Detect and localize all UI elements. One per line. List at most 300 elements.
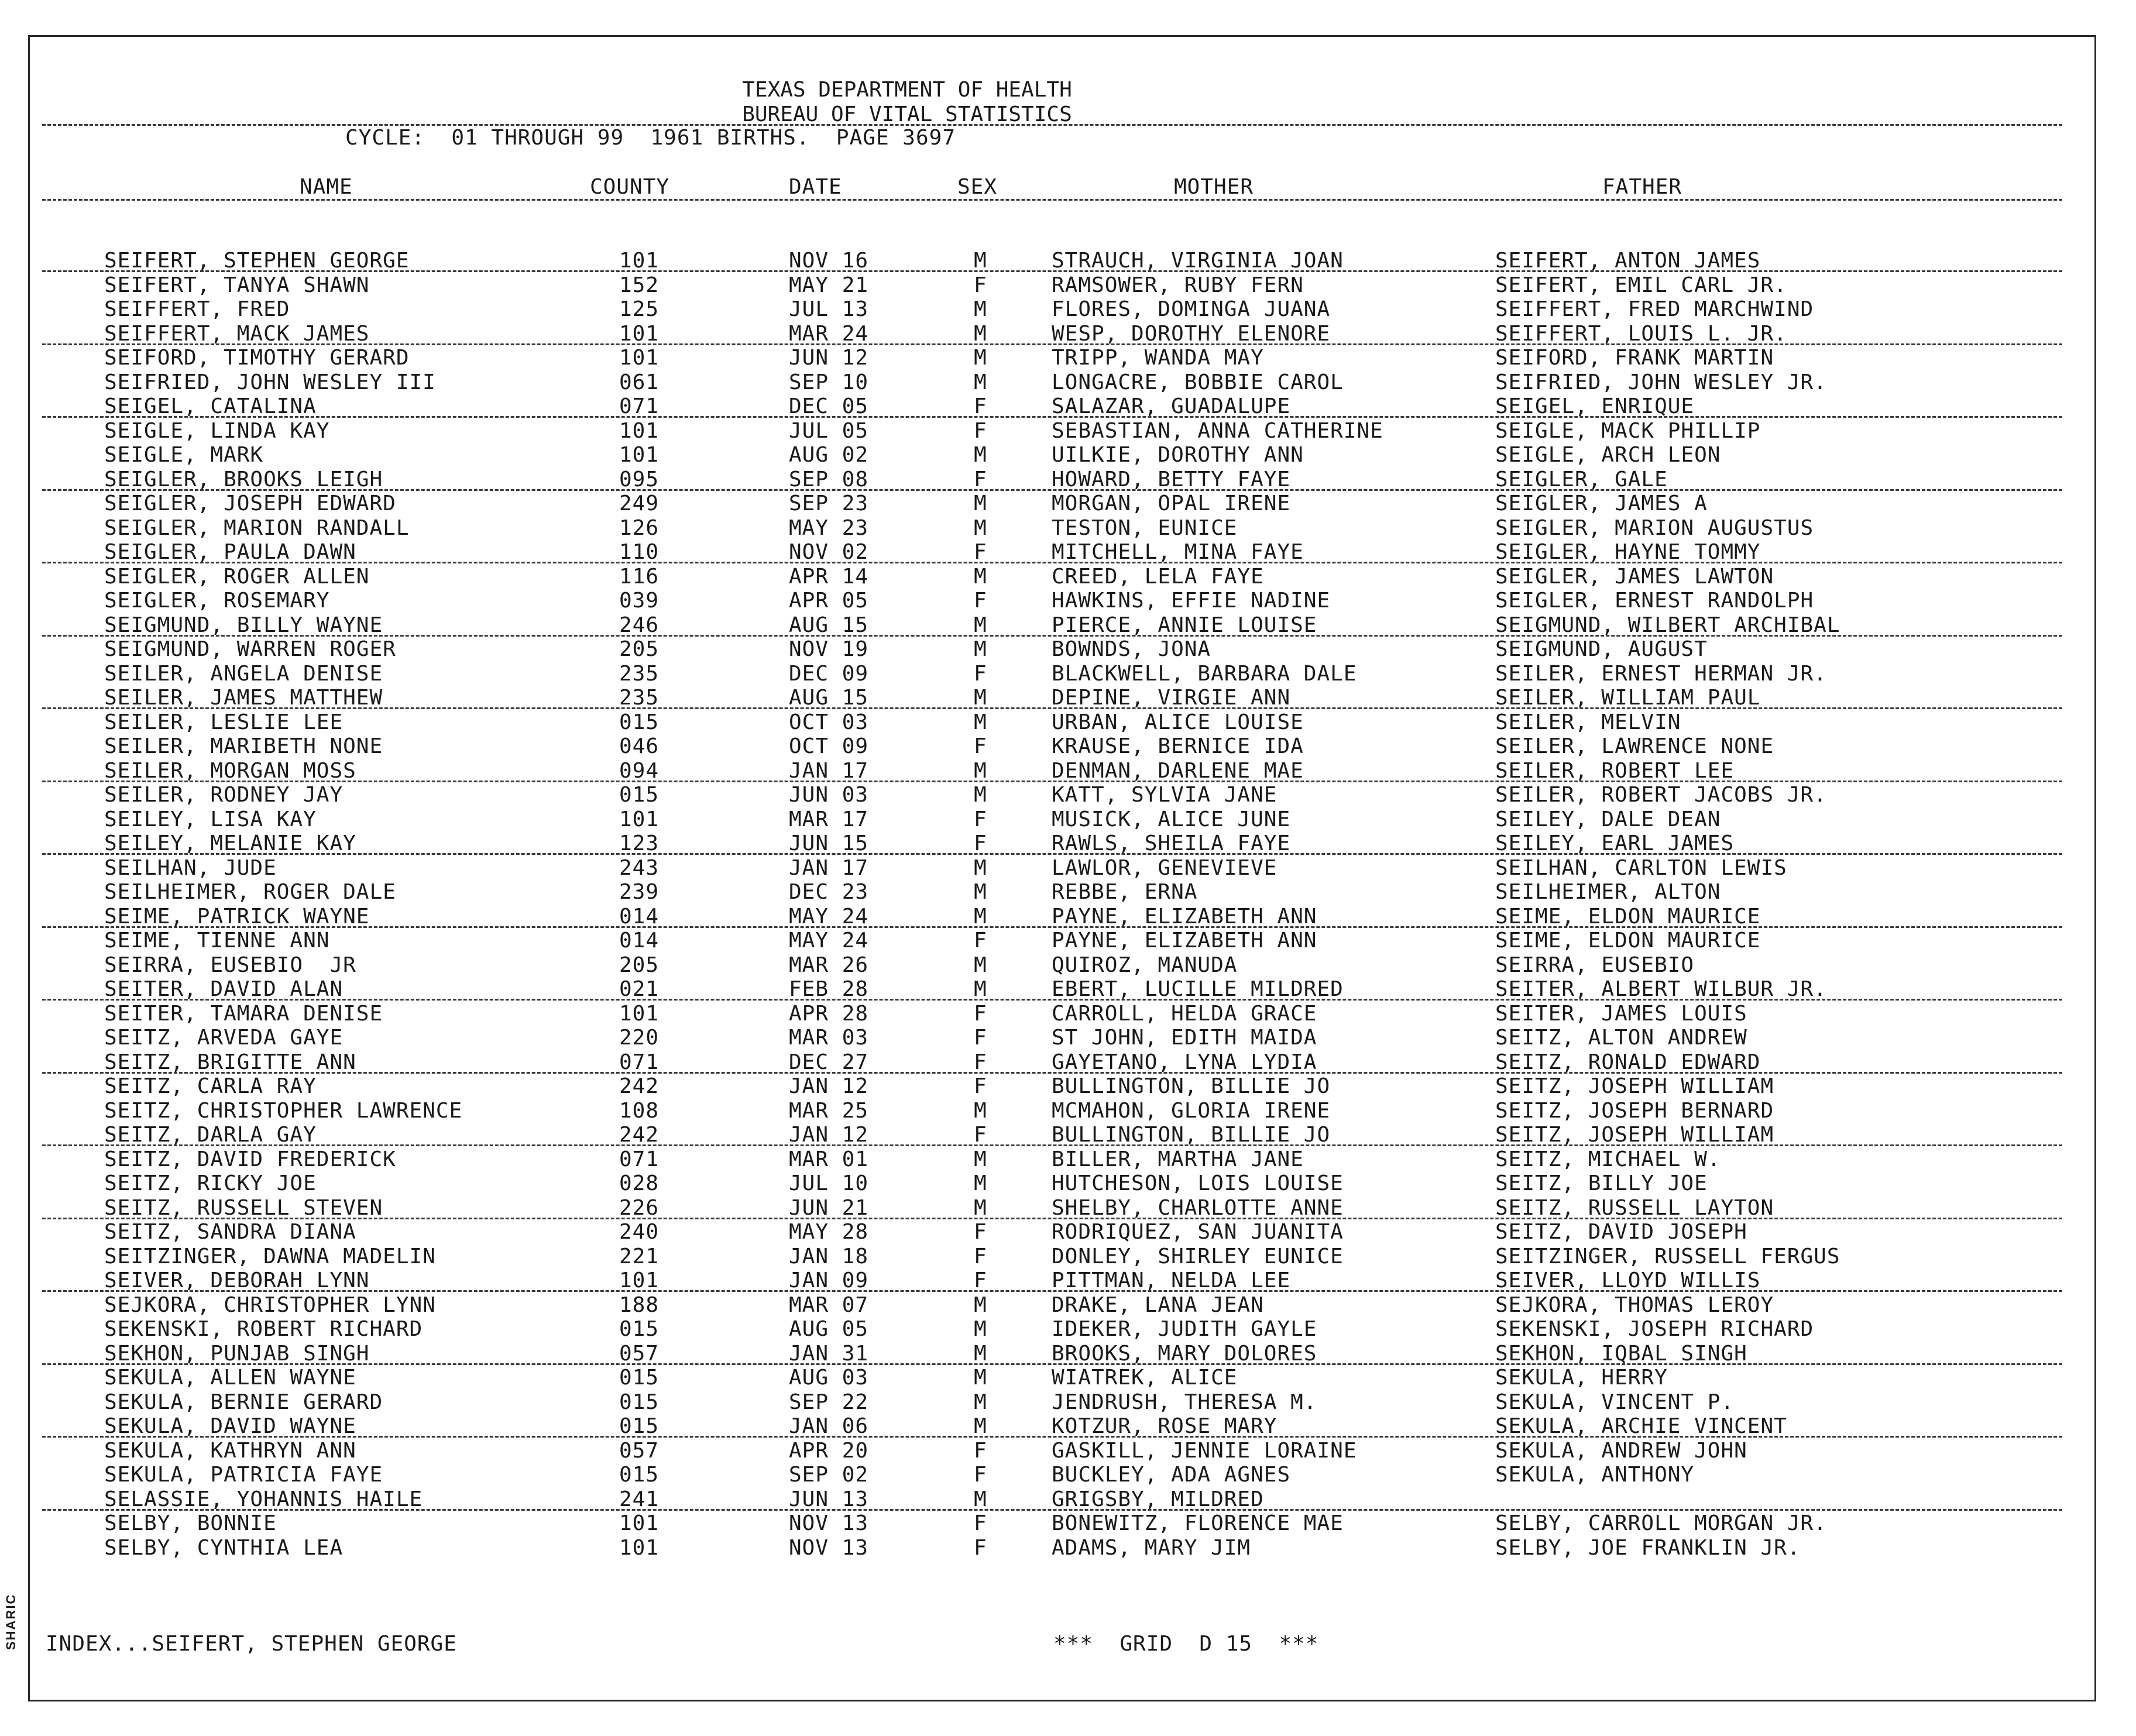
record-date: NOV 13	[789, 1511, 869, 1535]
record-county: 039	[619, 589, 660, 613]
record-date: JUN 12	[789, 346, 869, 370]
record-father: SEILER, ROBERT LEE	[1495, 759, 1735, 783]
record-father: SEIGMUND, AUGUST	[1495, 637, 1708, 661]
record-name: SEKULA, DAVID WAYNE	[104, 1414, 356, 1438]
record-mother: KOTZUR, ROSE MARY	[1052, 1414, 1278, 1438]
record-name: SEIRRA, EUSEBIO JR	[104, 953, 356, 977]
record-name: SEILER, JAMES MATTHEW	[104, 686, 383, 710]
record-father: SEIRRA, EUSEBIO	[1495, 953, 1695, 977]
record-row	[0, 1441, 2136, 1465]
record-date: OCT 03	[789, 710, 869, 734]
record-date: MAY 23	[789, 516, 869, 540]
record-sex: M	[974, 1147, 987, 1171]
record-date: MAR 07	[789, 1293, 869, 1317]
record-father: SEITZ, JOSEPH WILLIAM	[1495, 1074, 1774, 1098]
record-county: 061	[619, 370, 660, 394]
record-row	[0, 1246, 2136, 1271]
record-mother: PIERCE, ANNIE LOUISE	[1052, 613, 1317, 637]
record-father: SEIGLER, HAYNE TOMMY	[1495, 540, 1761, 564]
record-sex: M	[974, 1390, 987, 1414]
record-sex: F	[974, 540, 987, 564]
record-sex: F	[974, 589, 987, 613]
record-row	[0, 518, 2136, 542]
record-row	[0, 1222, 2136, 1246]
record-sex: M	[974, 637, 987, 661]
record-date: JUN 13	[789, 1487, 869, 1511]
record-name: SEIGLER, MARION RANDALL	[104, 516, 410, 540]
record-name: SEIGLER, BROOKS LEIGH	[104, 467, 383, 491]
record-date: MAR 26	[789, 953, 869, 977]
record-mother: HUTCHESON, LOIS LOUISE	[1052, 1171, 1344, 1195]
record-mother: MUSICK, ALICE JUNE	[1052, 807, 1291, 831]
record-row	[0, 1027, 2136, 1052]
record-date: JAN 17	[789, 856, 869, 880]
record-sex: F	[974, 1074, 987, 1098]
record-county: 226	[619, 1196, 660, 1220]
record-father: SEIGEL, ENRIQUE	[1495, 394, 1695, 418]
record-sex: F	[974, 1220, 987, 1244]
record-sex: M	[974, 759, 987, 783]
record-sex: F	[974, 1002, 987, 1026]
record-mother: STRAUCH, VIRGINIA JOAN	[1052, 249, 1344, 273]
record-name: SEIME, TIENNE ANN	[104, 929, 330, 953]
record-date: MAY 21	[789, 273, 869, 297]
record-county: 101	[619, 1511, 660, 1535]
record-sex: M	[974, 880, 987, 904]
record-name: SEIGLER, PAULA DAWN	[104, 540, 356, 564]
record-mother: MITCHELL, MINA FAYE	[1052, 540, 1304, 564]
record-mother: PAYNE, ELIZABETH ANN	[1052, 905, 1317, 929]
record-father: SEITER, ALBERT WILBUR JR.	[1495, 977, 1827, 1001]
record-date: DEC 09	[789, 662, 869, 686]
record-date: JUN 03	[789, 783, 869, 807]
record-county: 094	[619, 759, 660, 783]
record-father: SEILEY, DALE DEAN	[1495, 807, 1721, 831]
record-mother: SHELBY, CHARLOTTE ANNE	[1052, 1196, 1344, 1220]
record-county: 239	[619, 880, 660, 904]
record-name: SEIGLER, JOSEPH EDWARD	[104, 491, 396, 515]
bureau-title: BUREAU OF VITAL STATISTICS	[742, 102, 1072, 126]
record-date: SEP 08	[789, 467, 869, 491]
row-divider	[42, 1144, 2062, 1146]
record-county: 116	[619, 565, 660, 589]
record-mother: KRAUSE, BERNICE IDA	[1052, 734, 1304, 758]
record-county: 014	[619, 905, 660, 929]
record-county: 101	[619, 1002, 660, 1026]
record-county: 108	[619, 1099, 660, 1123]
record-name: SEKULA, BERNIE GERARD	[104, 1390, 383, 1414]
record-father: SEIFFERT, LOUIS L. JR.	[1495, 322, 1787, 346]
record-county: 101	[619, 322, 660, 346]
row-divider	[42, 635, 2062, 637]
col-header-father: FATHER	[1602, 175, 1682, 199]
record-mother: URBAN, ALICE LOUISE	[1052, 710, 1304, 734]
record-father: SEIGLER, MARION AUGUSTUS	[1495, 516, 1814, 540]
record-row	[0, 664, 2136, 688]
record-date: MAR 17	[789, 807, 869, 831]
record-sex: F	[974, 831, 987, 855]
record-county: 110	[619, 540, 660, 564]
record-father: SEKULA, ANDREW JOHN	[1495, 1439, 1747, 1463]
record-county: 101	[619, 419, 660, 443]
record-sex: F	[974, 1511, 987, 1535]
record-row	[0, 445, 2136, 469]
record-father: SEILER, WILLIAM PAUL	[1495, 686, 1761, 710]
record-date: JAN 09	[789, 1269, 869, 1292]
record-father: SEIME, ELDON MAURICE	[1495, 905, 1761, 929]
record-row	[0, 1392, 2136, 1417]
record-county: 071	[619, 1147, 660, 1171]
record-date: JUN 15	[789, 831, 869, 855]
record-county: 246	[619, 613, 660, 637]
record-mother: SEBASTIAN, ANNA CATHERINE	[1052, 419, 1383, 443]
record-name: SEILEY, MELANIE KAY	[104, 831, 356, 855]
record-mother: WIATREK, ALICE	[1052, 1366, 1238, 1390]
record-sex: M	[974, 1099, 987, 1123]
footer-index: INDEX...SEIFERT, STEPHEN GEORGE	[46, 1632, 457, 1656]
record-name: SEITZ, DARLA GAY	[104, 1123, 317, 1147]
row-divider	[42, 999, 2062, 1001]
record-date: MAY 24	[789, 905, 869, 929]
record-date: JAN 18	[789, 1245, 869, 1269]
record-county: 126	[619, 516, 660, 540]
record-name: SEKULA, ALLEN WAYNE	[104, 1366, 356, 1390]
record-date: SEP 02	[789, 1463, 869, 1487]
record-name: SEILHAN, JUDE	[104, 856, 277, 880]
record-name: SEITZ, RUSSELL STEVEN	[104, 1196, 383, 1220]
record-date: MAY 24	[789, 929, 869, 953]
record-name: SEILER, MARIBETH NONE	[104, 734, 383, 758]
record-father: SEIFRIED, JOHN WESLEY JR.	[1495, 370, 1827, 394]
record-father: SEIGLE, MACK PHILLIP	[1495, 419, 1761, 443]
record-name: SEILER, MORGAN MOSS	[104, 759, 356, 783]
record-row	[0, 1101, 2136, 1125]
record-name: SEJKORA, CHRISTOPHER LYNN	[104, 1293, 436, 1317]
record-date: APR 05	[789, 589, 869, 613]
record-name: SEITZ, ARVEDA GAYE	[104, 1026, 344, 1050]
record-father: SEITZ, BILLY JOE	[1495, 1171, 1708, 1195]
col-header-sex: SEX	[957, 175, 998, 199]
record-father: SEIGLE, ARCH LEON	[1495, 443, 1721, 467]
record-mother: HAWKINS, EFFIE NADINE	[1052, 589, 1331, 613]
footer-grid: *** GRID D 15 ***	[1053, 1632, 1319, 1656]
record-date: NOV 19	[789, 637, 869, 661]
record-date: NOV 02	[789, 540, 869, 564]
record-name: SELASSIE, YOHANNIS HAILE	[104, 1487, 423, 1511]
record-row	[0, 809, 2136, 834]
record-mother: EBERT, LUCILLE MILDRED	[1052, 977, 1344, 1001]
cycle-line: CYCLE: 01 THROUGH 99 1961 BIRTHS. PAGE 3697	[345, 126, 956, 150]
row-divider	[42, 926, 2062, 928]
record-mother: BUCKLEY, ADA AGNES	[1052, 1463, 1291, 1487]
record-date: JAN 31	[789, 1342, 869, 1366]
record-mother: GAYETANO, LYNA LYDIA	[1052, 1050, 1317, 1074]
record-row	[0, 1513, 2136, 1538]
record-sex: M	[974, 953, 987, 977]
record-name: SELBY, BONNIE	[104, 1511, 277, 1535]
record-county: 101	[619, 807, 660, 831]
record-mother: JENDRUSH, THERESA M.	[1052, 1390, 1317, 1414]
record-father: SEITZ, JOSEPH WILLIAM	[1495, 1123, 1774, 1147]
record-name: SEIGLE, LINDA KAY	[104, 419, 330, 443]
record-name: SELBY, CYNTHIA LEA	[104, 1536, 344, 1560]
record-row	[0, 421, 2136, 445]
record-father: SEIFORD, FRANK MARTIN	[1495, 346, 1774, 370]
record-sex: F	[974, 662, 987, 686]
record-county: 057	[619, 1342, 660, 1366]
record-father: SEILER, ROBERT JACOBS JR.	[1495, 783, 1827, 807]
record-mother: DONLEY, SHIRLEY EUNICE	[1052, 1245, 1344, 1269]
record-mother: WESP, DOROTHY ELENORE	[1052, 322, 1331, 346]
record-sex: F	[974, 929, 987, 953]
col-header-name: NAME	[300, 175, 353, 199]
record-sex: F	[974, 1536, 987, 1560]
record-mother: DRAKE, LANA JEAN	[1052, 1293, 1264, 1317]
record-county: 095	[619, 467, 660, 491]
record-mother: SALAZAR, GUADALUPE	[1052, 394, 1291, 418]
record-mother: BOWNDS, JONA	[1052, 637, 1211, 661]
record-mother: BULLINGTON, BILLIE JO	[1052, 1123, 1331, 1147]
record-mother: LAWLOR, GENEVIEVE	[1052, 856, 1278, 880]
record-date: MAY 28	[789, 1220, 869, 1244]
record-row	[0, 1319, 2136, 1343]
record-mother: DENMAN, DARLENE MAE	[1052, 759, 1304, 783]
record-sex: M	[974, 1171, 987, 1195]
row-divider	[42, 1072, 2062, 1074]
record-sex: M	[974, 565, 987, 589]
record-father: SELBY, JOE FRANKLIN JR.	[1495, 1536, 1801, 1560]
record-mother: PITTMAN, NELDA LEE	[1052, 1269, 1291, 1292]
record-father: SEITZ, DAVID JOSEPH	[1495, 1220, 1747, 1244]
record-row	[0, 1173, 2136, 1198]
record-father: SEILER, ERNEST HERMAN JR.	[1495, 662, 1827, 686]
record-mother: HOWARD, BETTY FAYE	[1052, 467, 1291, 491]
record-name: SEILER, ANGELA DENISE	[104, 662, 383, 686]
record-county: 015	[619, 1366, 660, 1390]
record-mother: BONEWITZ, FLORENCE MAE	[1052, 1511, 1344, 1535]
record-row	[0, 590, 2136, 615]
record-mother: BLACKWELL, BARBARA DALE	[1052, 662, 1357, 686]
record-name: SEITER, TAMARA DENISE	[104, 1002, 383, 1026]
record-row	[0, 566, 2136, 591]
record-sex: F	[974, 807, 987, 831]
record-county: 071	[619, 1050, 660, 1074]
record-name: SEIGMUND, WARREN ROGER	[104, 637, 396, 661]
record-row	[0, 1149, 2136, 1174]
record-father: SEIGMUND, WILBERT ARCHIBAL	[1495, 613, 1840, 637]
record-mother: GRIGSBY, MILDRED	[1052, 1487, 1264, 1511]
record-name: SEIGMUND, BILLY WAYNE	[104, 613, 383, 637]
record-name: SEIFFERT, FRED	[104, 297, 290, 321]
record-row	[0, 1367, 2136, 1392]
record-name: SEIGLER, ROSEMARY	[104, 589, 330, 613]
record-sex: F	[974, 734, 987, 758]
record-sex: M	[974, 1366, 987, 1390]
record-mother: QUIROZ, MANUDA	[1052, 953, 1238, 977]
record-name: SEIFERT, STEPHEN GEORGE	[104, 249, 410, 273]
col-header-county: COUNTY	[590, 175, 670, 199]
record-sex: M	[974, 370, 987, 394]
record-father: SEIME, ELDON MAURICE	[1495, 929, 1761, 953]
record-mother: BROOKS, MARY DOLORES	[1052, 1342, 1317, 1366]
record-date: SEP 10	[789, 370, 869, 394]
record-mother: ADAMS, MARY JIM	[1052, 1536, 1251, 1560]
record-sex: F	[974, 467, 987, 491]
record-row	[0, 1003, 2136, 1028]
record-county: 123	[619, 831, 660, 855]
record-date: OCT 09	[789, 734, 869, 758]
record-sex: M	[974, 1342, 987, 1366]
record-mother: FLORES, DOMINGA JUANA	[1052, 297, 1331, 321]
record-county: 015	[619, 1414, 660, 1438]
record-sex: M	[974, 710, 987, 734]
record-sex: M	[974, 1414, 987, 1438]
record-county: 205	[619, 953, 660, 977]
record-date: APR 14	[789, 565, 869, 589]
record-sex: M	[974, 856, 987, 880]
record-father: SEIFERT, EMIL CARL JR.	[1495, 273, 1787, 297]
record-father: SEITER, JAMES LOUIS	[1495, 1002, 1747, 1026]
record-mother: UILKIE, DOROTHY ANN	[1052, 443, 1304, 467]
col-header-date: DATE	[789, 175, 842, 199]
col-header-mother: MOTHER	[1174, 175, 1254, 199]
record-mother: RAMSOWER, RUBY FERN	[1052, 273, 1304, 297]
record-father: SEIGLER, JAMES A	[1495, 491, 1708, 515]
row-divider	[42, 489, 2062, 491]
record-father: SEILHEIMER, ALTON	[1495, 880, 1721, 904]
record-sex: M	[974, 977, 987, 1001]
record-county: 015	[619, 1463, 660, 1487]
record-sex: F	[974, 1439, 987, 1463]
record-sex: M	[974, 491, 987, 515]
record-name: SEKENSKI, ROBERT RICHARD	[104, 1317, 423, 1341]
record-name: SEITZ, CHRISTOPHER LAWRENCE	[104, 1099, 463, 1123]
record-mother: RAWLS, SHEILA FAYE	[1052, 831, 1291, 855]
row-divider	[42, 416, 2062, 418]
record-name: SEKULA, KATHRYN ANN	[104, 1439, 356, 1463]
row-divider	[42, 343, 2062, 345]
record-county: 014	[619, 929, 660, 953]
record-county: 220	[619, 1026, 660, 1050]
record-mother: KATT, SYLVIA JANE	[1052, 783, 1278, 807]
record-county: 125	[619, 297, 660, 321]
row-divider	[42, 1218, 2062, 1219]
record-sex: M	[974, 297, 987, 321]
record-county: 243	[619, 856, 660, 880]
record-father: SEITZ, RONALD EDWARD	[1495, 1050, 1761, 1074]
record-name: SEIVER, DEBORAH LYNN	[104, 1269, 370, 1292]
record-mother: CREED, LELA FAYE	[1052, 565, 1264, 589]
record-sex: F	[974, 1463, 987, 1487]
record-sex: M	[974, 905, 987, 929]
record-name: SEILER, LESLIE LEE	[104, 710, 344, 734]
record-father: SEIFFERT, FRED MARCHWIND	[1495, 297, 1814, 321]
record-date: MAR 25	[789, 1099, 869, 1123]
record-mother: DEPINE, VIRGIE ANN	[1052, 686, 1291, 710]
record-county: 101	[619, 1536, 660, 1560]
record-father: SEIGLER, ERNEST RANDOLPH	[1495, 589, 1814, 613]
record-mother: MCMAHON, GLORIA IRENE	[1052, 1099, 1331, 1123]
record-father: SEKULA, ARCHIE VINCENT	[1495, 1414, 1787, 1438]
record-father: SEILEY, EARL JAMES	[1495, 831, 1735, 855]
record-father: SEILER, LAWRENCE NONE	[1495, 734, 1774, 758]
record-date: SEP 23	[789, 491, 869, 515]
record-row	[0, 882, 2136, 906]
record-row	[0, 785, 2136, 809]
record-father: SEKHON, IQBAL SINGH	[1495, 1342, 1747, 1366]
record-date: MAR 24	[789, 322, 869, 346]
record-county: 015	[619, 710, 660, 734]
record-mother: TRIPP, WANDA MAY	[1052, 346, 1264, 370]
record-name: SEITZ, SANDRA DIANA	[104, 1220, 356, 1244]
record-mother: CARROLL, HELDA GRACE	[1052, 1002, 1317, 1026]
record-father: SEIGLER, GALE	[1495, 467, 1668, 491]
side-label: SHARIC	[4, 1593, 18, 1650]
record-sex: M	[974, 516, 987, 540]
record-name: SEITZ, BRIGITTE ANN	[104, 1050, 356, 1074]
record-name: SEIGLER, ROGER ALLEN	[104, 565, 370, 589]
record-name: SEIFERT, TANYA SHAWN	[104, 273, 370, 297]
record-row	[0, 1465, 2136, 1489]
record-father: SEKULA, ANTHONY	[1495, 1463, 1695, 1487]
record-name: SEKULA, PATRICIA FAYE	[104, 1463, 383, 1487]
record-date: JUL 05	[789, 419, 869, 443]
record-name: SEIGLE, MARK	[104, 443, 264, 467]
header-divider-bottom	[42, 199, 2062, 201]
record-father: SEITZ, ALTON ANDREW	[1495, 1026, 1747, 1050]
record-father: SEITZ, RUSSELL LAYTON	[1495, 1196, 1774, 1220]
record-county: 235	[619, 686, 660, 710]
record-date: NOV 16	[789, 249, 869, 273]
record-sex: M	[974, 1293, 987, 1317]
record-date: AUG 02	[789, 443, 869, 467]
record-county: 221	[619, 1245, 660, 1269]
record-mother: REBBE, ERNA	[1052, 880, 1198, 904]
record-date: AUG 03	[789, 1366, 869, 1390]
record-county: 101	[619, 1269, 660, 1292]
record-county: 015	[619, 783, 660, 807]
record-sex: F	[974, 419, 987, 443]
record-county: 235	[619, 662, 660, 686]
record-row	[0, 1295, 2136, 1319]
record-date: DEC 05	[789, 394, 869, 418]
record-row	[0, 955, 2136, 979]
record-sex: M	[974, 322, 987, 346]
row-divider	[42, 1436, 2062, 1438]
record-date: JAN 12	[789, 1074, 869, 1098]
record-row	[0, 1538, 2136, 1562]
record-sex: M	[974, 346, 987, 370]
record-row	[0, 348, 2136, 372]
record-county: 101	[619, 443, 660, 467]
record-name: SEIME, PATRICK WAYNE	[104, 905, 370, 929]
record-sex: M	[974, 783, 987, 807]
record-county: 015	[619, 1390, 660, 1414]
record-date: NOV 13	[789, 1536, 869, 1560]
record-date: MAR 01	[789, 1147, 869, 1171]
record-county: 015	[619, 1317, 660, 1341]
record-father: SEIVER, LLOYD WILLIS	[1495, 1269, 1761, 1292]
record-county: 101	[619, 249, 660, 273]
record-row	[0, 493, 2136, 518]
row-divider	[42, 707, 2062, 709]
record-name: SEILEY, LISA KAY	[104, 807, 317, 831]
record-father: SEILER, MELVIN	[1495, 710, 1681, 734]
record-mother: MORGAN, OPAL IRENE	[1052, 491, 1291, 515]
record-sex: F	[974, 1050, 987, 1074]
org-title: TEXAS DEPARTMENT OF HEALTH	[742, 78, 1072, 102]
record-name: SEKHON, PUNJAB SINGH	[104, 1342, 370, 1366]
